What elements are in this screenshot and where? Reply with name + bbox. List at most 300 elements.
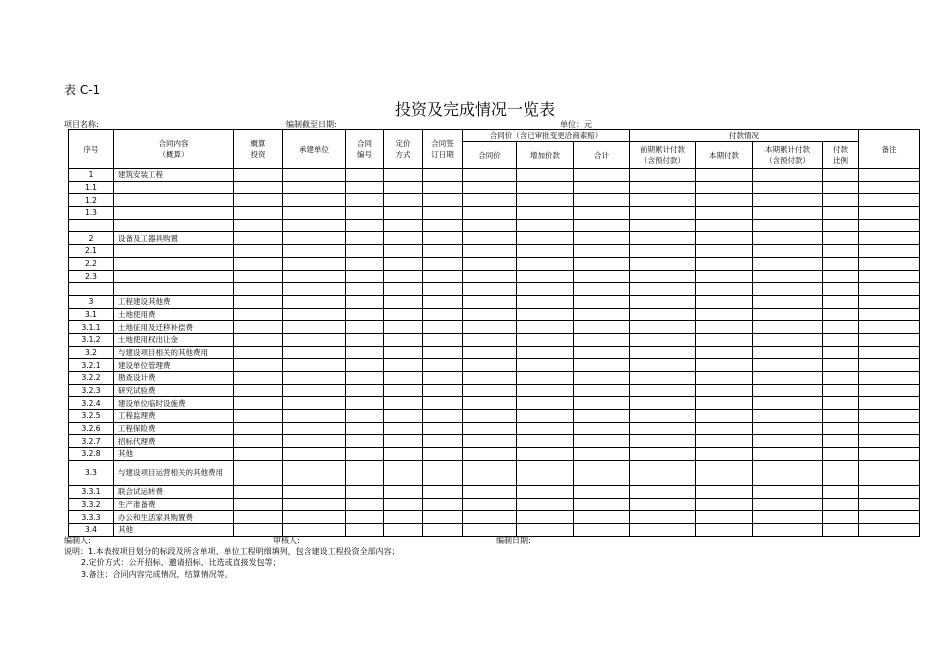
table-cell: [463, 372, 517, 385]
row-seq: 3.1.1: [69, 321, 114, 334]
table-cell: [753, 181, 823, 194]
table-cell: [823, 181, 859, 194]
row-content: [114, 257, 234, 270]
table-cell: [574, 384, 630, 397]
table-cell: [630, 523, 696, 536]
table-cell: [630, 181, 696, 194]
table-cell: [859, 397, 920, 410]
row-content: 工程保险费: [114, 422, 234, 435]
table-cell: [823, 384, 859, 397]
table-cell: [463, 283, 517, 296]
table-row: [69, 207, 920, 220]
table-cell: [423, 333, 463, 346]
table-cell: [234, 333, 283, 346]
table-cell: [696, 333, 753, 346]
table-cell: [696, 511, 753, 524]
table-cell: [384, 245, 423, 258]
table-cell: [463, 333, 517, 346]
table-cell: [346, 245, 384, 258]
table-cell: [859, 270, 920, 283]
table-cell: [283, 232, 346, 245]
table-cell: [823, 460, 859, 485]
table-cell: [753, 410, 823, 423]
table-cell: [283, 194, 346, 207]
table-cell: [823, 308, 859, 321]
table-row: [69, 422, 920, 435]
table-cell: [234, 359, 283, 372]
table-cell: [630, 207, 696, 220]
table-cell: [859, 372, 920, 385]
row-seq: 3.2.4: [69, 397, 114, 410]
table-cell: [346, 448, 384, 461]
table-cell: [346, 384, 384, 397]
row-content: 建设单位临时设施费: [114, 397, 234, 410]
table-cell: [234, 232, 283, 245]
table-cell: [630, 372, 696, 385]
row-content: 土地使用权出让金: [114, 333, 234, 346]
table-cell: [859, 498, 920, 511]
table-row: [69, 333, 920, 346]
project-name-label: 项目名称:: [64, 120, 99, 129]
table-cell: [696, 270, 753, 283]
table-cell: [384, 460, 423, 485]
row-seq: 3.2.5: [69, 410, 114, 423]
table-cell: [234, 460, 283, 485]
table-cell: [753, 359, 823, 372]
table-cell: [463, 257, 517, 270]
table-cell: [823, 410, 859, 423]
table-cell: [346, 372, 384, 385]
table-cell: [283, 397, 346, 410]
table-cell: [384, 410, 423, 423]
table-cell: [283, 333, 346, 346]
table-cell: [384, 194, 423, 207]
table-cell: [753, 346, 823, 359]
table-cell: [696, 435, 753, 448]
table-cell: [423, 523, 463, 536]
table-cell: [384, 257, 423, 270]
table-cell: [463, 321, 517, 334]
table-cell: [517, 295, 574, 308]
table-cell: [753, 295, 823, 308]
table-cell: [346, 333, 384, 346]
table-cell: [423, 295, 463, 308]
row-seq: 2.3: [69, 270, 114, 283]
table-cell: [283, 270, 346, 283]
reviewer-label: 审核人:: [273, 536, 300, 545]
table-cell: [630, 397, 696, 410]
table-cell: [696, 397, 753, 410]
header-contract-price-group: 合同价（含已审批变更洽商索赔）: [463, 130, 630, 142]
table-cell: [423, 169, 463, 182]
table-cell: [696, 245, 753, 258]
table-cell: [574, 232, 630, 245]
table-cell: [234, 397, 283, 410]
table-cell: [384, 511, 423, 524]
table-cell: [423, 397, 463, 410]
table-cell: [517, 283, 574, 296]
table-cell: [346, 295, 384, 308]
table-cell: [574, 448, 630, 461]
table-cell: [517, 346, 574, 359]
table-cell: [234, 257, 283, 270]
table-cell: [423, 245, 463, 258]
table-cell: [859, 169, 920, 182]
table-cell: [753, 435, 823, 448]
table-cell: [696, 321, 753, 334]
row-content: 土地征用及迁移补偿费: [114, 321, 234, 334]
table-cell: [823, 219, 859, 232]
table-cell: [423, 384, 463, 397]
table-cell: [574, 270, 630, 283]
table-cell: [384, 270, 423, 283]
header-current-cumulative: 本期累计付款 （含预付款）: [753, 142, 823, 169]
table-row: [69, 295, 920, 308]
table-cell: [859, 308, 920, 321]
table-cell: [517, 460, 574, 485]
row-content: [114, 207, 234, 220]
table-cell: [696, 283, 753, 296]
table-cell: [423, 448, 463, 461]
row-content: 建设单位管理费: [114, 359, 234, 372]
table-cell: [859, 321, 920, 334]
table-cell: [630, 384, 696, 397]
table-cell: [283, 321, 346, 334]
table-row: [69, 270, 920, 283]
table-row: [69, 511, 920, 524]
table-cell: [696, 219, 753, 232]
table-cell: [234, 270, 283, 283]
header-contract-price: 合同价: [463, 142, 517, 169]
table-row: [69, 523, 920, 536]
table-cell: [696, 232, 753, 245]
table-cell: [630, 410, 696, 423]
table-cell: [823, 485, 859, 498]
row-seq: 3.2: [69, 346, 114, 359]
table-cell: [574, 308, 630, 321]
table-row: [69, 448, 920, 461]
table-cell: [384, 321, 423, 334]
row-content: 招标代理费: [114, 435, 234, 448]
table-row: [69, 346, 920, 359]
table-cell: [859, 232, 920, 245]
table-cell: [346, 219, 384, 232]
header-contract-no: 合同 编号: [346, 130, 384, 169]
table-cell: [823, 321, 859, 334]
row-seq: 1.2: [69, 194, 114, 207]
table-cell: [696, 194, 753, 207]
table-cell: [630, 321, 696, 334]
table-cell: [859, 194, 920, 207]
form-code: 表 C-1: [64, 83, 101, 97]
table-cell: [517, 397, 574, 410]
header-seq: 序号: [69, 130, 114, 169]
table-cell: [574, 219, 630, 232]
note-2: 2.定价方式：公开招标、邀请招标、比选或直接发包等；: [81, 558, 281, 567]
preparer-label: 编制人:: [64, 536, 91, 545]
table-cell: [753, 257, 823, 270]
table-cell: [346, 257, 384, 270]
table-cell: [517, 169, 574, 182]
prepared-date-label: 编制日期:: [496, 536, 531, 545]
table-row: [69, 245, 920, 258]
table-cell: [574, 245, 630, 258]
investment-table: [68, 129, 920, 537]
table-cell: [423, 460, 463, 485]
table-cell: [517, 410, 574, 423]
header-remarks: 备注: [859, 130, 920, 169]
table-cell: [463, 422, 517, 435]
table-cell: [463, 270, 517, 283]
table-cell: [346, 498, 384, 511]
row-seq: 2.2: [69, 257, 114, 270]
table-cell: [463, 308, 517, 321]
row-seq: 3.4: [69, 523, 114, 536]
table-cell: [234, 219, 283, 232]
table-cell: [384, 397, 423, 410]
table-cell: [823, 283, 859, 296]
table-cell: [384, 435, 423, 448]
table-cell: [859, 257, 920, 270]
table-cell: [630, 359, 696, 372]
table-cell: [859, 384, 920, 397]
table-cell: [630, 232, 696, 245]
table-cell: [753, 232, 823, 245]
table-cell: [823, 498, 859, 511]
table-cell: [696, 346, 753, 359]
table-cell: [234, 372, 283, 385]
deadline-label: 编制截至日期:: [286, 120, 337, 129]
row-seq: 3.2.2: [69, 372, 114, 385]
table-row: [69, 219, 920, 232]
table-cell: [753, 270, 823, 283]
row-seq: 3.2.3: [69, 384, 114, 397]
table-cell: [423, 498, 463, 511]
table-cell: [630, 257, 696, 270]
table-cell: [517, 257, 574, 270]
table-cell: [753, 333, 823, 346]
table-cell: [346, 397, 384, 410]
table-cell: [234, 283, 283, 296]
table-cell: [574, 435, 630, 448]
table-cell: [859, 207, 920, 220]
table-cell: [630, 194, 696, 207]
table-cell: [346, 169, 384, 182]
table-cell: [283, 448, 346, 461]
row-content: 工程建设其他费: [114, 295, 234, 308]
row-content: 与建设项目运营相关的其他费用: [114, 460, 234, 485]
table-cell: [346, 359, 384, 372]
table-cell: [696, 169, 753, 182]
table-cell: [574, 257, 630, 270]
table-body: [69, 169, 920, 537]
table-cell: [823, 295, 859, 308]
table-cell: [234, 498, 283, 511]
table-cell: [696, 384, 753, 397]
row-seq: [69, 219, 114, 232]
table-cell: [574, 372, 630, 385]
table-cell: [859, 359, 920, 372]
header-sign-date: 合同签 订日期: [423, 130, 463, 169]
table-cell: [859, 485, 920, 498]
row-content: 其他: [114, 523, 234, 536]
table-cell: [823, 207, 859, 220]
table-cell: [823, 346, 859, 359]
row-content: 勘查设计费: [114, 372, 234, 385]
table-row: [69, 232, 920, 245]
table-cell: [463, 207, 517, 220]
table-cell: [283, 219, 346, 232]
table-cell: [859, 181, 920, 194]
table-cell: [753, 283, 823, 296]
table-cell: [463, 346, 517, 359]
table-cell: [574, 422, 630, 435]
table-cell: [753, 523, 823, 536]
table-cell: [517, 207, 574, 220]
table-cell: [517, 422, 574, 435]
table-cell: [283, 207, 346, 220]
row-seq: 1.3: [69, 207, 114, 220]
table-row: [69, 308, 920, 321]
table-cell: [423, 207, 463, 220]
header-prev-cumulative: 前期累计付款 （含预付款）: [630, 142, 696, 169]
table-cell: [859, 422, 920, 435]
row-seq: 3: [69, 295, 114, 308]
table-cell: [384, 169, 423, 182]
table-cell: [823, 169, 859, 182]
row-content: 研究试验费: [114, 384, 234, 397]
table-cell: [753, 194, 823, 207]
table-cell: [283, 435, 346, 448]
table-cell: [823, 523, 859, 536]
header-payment-group: 付款情况: [630, 130, 859, 142]
table-cell: [859, 511, 920, 524]
table-cell: [384, 181, 423, 194]
table-row: [69, 485, 920, 498]
table-cell: [346, 485, 384, 498]
table-row: [69, 460, 920, 485]
table-cell: [234, 485, 283, 498]
table-cell: [283, 498, 346, 511]
table-cell: [823, 448, 859, 461]
table-cell: [283, 295, 346, 308]
table-cell: [574, 346, 630, 359]
table-cell: [423, 372, 463, 385]
table-cell: [696, 308, 753, 321]
table-cell: [574, 397, 630, 410]
table-cell: [283, 485, 346, 498]
table-cell: [630, 308, 696, 321]
row-content: 设备及工器具购置: [114, 232, 234, 245]
row-seq: 2.1: [69, 245, 114, 258]
table-cell: [823, 245, 859, 258]
table-cell: [574, 283, 630, 296]
table-cell: [346, 460, 384, 485]
table-row: [69, 410, 920, 423]
table-cell: [384, 372, 423, 385]
table-cell: [823, 194, 859, 207]
table-cell: [630, 245, 696, 258]
table-cell: [384, 359, 423, 372]
table-cell: [630, 283, 696, 296]
table-cell: [696, 410, 753, 423]
table-cell: [423, 194, 463, 207]
table-cell: [384, 346, 423, 359]
table-row: [69, 498, 920, 511]
table-cell: [234, 308, 283, 321]
table-cell: [346, 207, 384, 220]
table-cell: [753, 219, 823, 232]
row-seq: 3.1.2: [69, 333, 114, 346]
table-cell: [630, 485, 696, 498]
table-row: [69, 283, 920, 296]
table-cell: [517, 232, 574, 245]
table-cell: [630, 295, 696, 308]
table-cell: [517, 333, 574, 346]
table-row: [69, 257, 920, 270]
table-cell: [463, 245, 517, 258]
table-cell: [859, 410, 920, 423]
table-cell: [346, 194, 384, 207]
table-cell: [283, 410, 346, 423]
table-cell: [574, 460, 630, 485]
table-cell: [517, 498, 574, 511]
row-seq: 3.2.7: [69, 435, 114, 448]
table-cell: [574, 333, 630, 346]
table-cell: [283, 346, 346, 359]
table-cell: [463, 448, 517, 461]
table-cell: [384, 422, 423, 435]
table-cell: [423, 346, 463, 359]
table-cell: [234, 181, 283, 194]
table-row: [69, 181, 920, 194]
row-content: [114, 270, 234, 283]
table-cell: [753, 384, 823, 397]
table-cell: [753, 169, 823, 182]
table-cell: [423, 359, 463, 372]
row-seq: 3.1: [69, 308, 114, 321]
table-cell: [696, 295, 753, 308]
table-cell: [630, 460, 696, 485]
table-cell: [423, 232, 463, 245]
table-cell: [283, 511, 346, 524]
table-cell: [283, 372, 346, 385]
table-cell: [234, 346, 283, 359]
table-cell: [753, 422, 823, 435]
table-cell: [574, 410, 630, 423]
table-cell: [384, 283, 423, 296]
row-seq: 3.2.1: [69, 359, 114, 372]
table-cell: [283, 460, 346, 485]
table-cell: [283, 169, 346, 182]
table-cell: [753, 321, 823, 334]
table-cell: [463, 485, 517, 498]
table-cell: [517, 308, 574, 321]
row-seq: 3.2.6: [69, 422, 114, 435]
table-cell: [859, 523, 920, 536]
row-seq: [69, 283, 114, 296]
table-cell: [423, 435, 463, 448]
table-cell: [283, 181, 346, 194]
row-content: [114, 194, 234, 207]
table-cell: [463, 435, 517, 448]
header-content: 合同内容 （概算）: [114, 130, 234, 169]
unit-label: 单位：元: [560, 120, 592, 129]
table-cell: [384, 485, 423, 498]
table-cell: [574, 511, 630, 524]
table-cell: [823, 397, 859, 410]
table-cell: [517, 219, 574, 232]
